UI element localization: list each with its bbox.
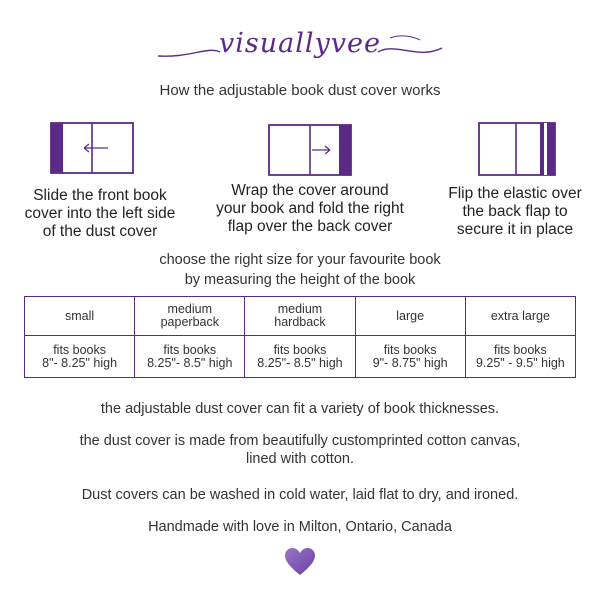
slide-left-arrow-icon (50, 122, 134, 174)
size-large-fit (355, 336, 465, 378)
fits-label: fits books (163, 342, 217, 357)
size-name-line-1: medium (167, 302, 213, 317)
size-name-line-2: paperback (160, 315, 219, 330)
step-3-line-3: secure it in place (456, 221, 574, 238)
size-name-line-1: small (65, 308, 95, 323)
fits-range: 8.25"- 8.5" high (147, 355, 233, 370)
material-note (0, 432, 600, 468)
heart-icon (284, 547, 316, 577)
fits-label: fits books (383, 342, 437, 357)
handmade-note: Handmade with love in Milton, Ontario, Canada (148, 519, 452, 535)
size-large-name (355, 297, 465, 336)
brand-logo (150, 16, 450, 72)
care-note: Dust covers can be washed in cold water, laid flat to dry, and ironed. (81, 487, 519, 503)
fits-range: 9"- 8.75" high (372, 355, 448, 370)
step-1-caption (10, 187, 190, 241)
step-2-caption (200, 182, 420, 236)
size-small-name (25, 297, 135, 336)
material-line-1: the dust cover is made from beautifully customprinted cotton canvas, (79, 433, 521, 449)
thickness-note: the adjustable dust cover can fit a variety of book thicknesses. (100, 401, 500, 417)
fits-range: 9.25" - 9.5" high (475, 355, 565, 370)
fits-range: 8"- 8.25" high (42, 355, 118, 370)
material-line-2: lined with cotton. (245, 451, 354, 467)
size-extra-large-fit (465, 336, 575, 378)
size-intro (0, 250, 600, 290)
step-1-line-3: of the dust cover (42, 223, 158, 240)
size-table-fit-row (25, 336, 576, 378)
size-medium-paperback-name (135, 297, 245, 336)
fits-label: fits books (273, 342, 327, 357)
step-1-line-2: cover into the left side (24, 205, 176, 222)
size-name-line-1: medium (277, 302, 323, 317)
step-1-line-1: Slide the front book (33, 187, 167, 204)
fits-label: fits books (53, 342, 106, 357)
size-intro-line-1: choose the right size for your favourite book (159, 252, 441, 268)
size-medium-paperback-fit (135, 336, 245, 378)
step-3-caption (430, 185, 600, 239)
step-2-line-2: your book and fold the right (216, 200, 404, 217)
step-2-line-3: flap over the back cover (227, 218, 393, 235)
size-name-line-2: hardback (274, 315, 326, 330)
size-name-line-1: extra large (490, 308, 550, 323)
size-intro-line-2: by measuring the height of the book (184, 272, 416, 288)
page-subtitle: How the adjustable book dust cover works (159, 82, 441, 99)
fits-label: fits books (493, 342, 547, 357)
size-small-fit (25, 336, 135, 378)
elastic-flap-icon (478, 122, 556, 176)
size-table (24, 296, 576, 378)
size-medium-hardback-fit (245, 336, 355, 378)
size-medium-hardback-name (245, 297, 355, 336)
brand-logo-text: visuallyvee (219, 28, 381, 59)
fits-range: 8.25"- 8.5" high (257, 355, 343, 370)
size-extra-large-name (465, 297, 575, 336)
step-3-line-1: Flip the elastic over (448, 185, 582, 202)
size-name-line-1: large (396, 308, 425, 323)
step-2-line-1: Wrap the cover around (231, 182, 389, 199)
size-table-header-row (25, 297, 576, 336)
step-3-line-2: the back flap to (462, 203, 568, 220)
wrap-right-arrow-icon (268, 124, 352, 176)
